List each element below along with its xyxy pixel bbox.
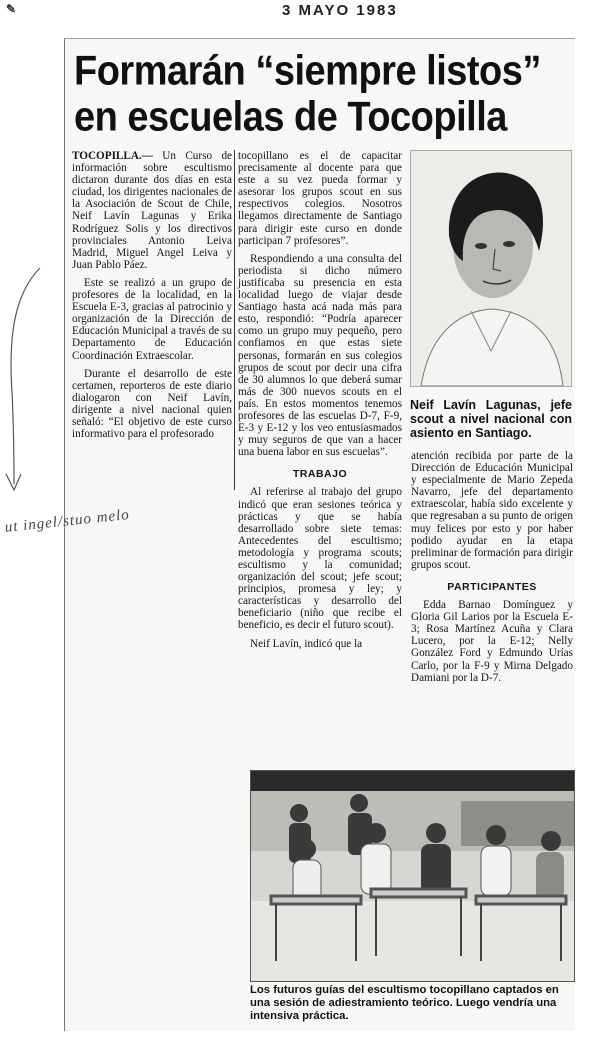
man-portrait-icon <box>411 151 571 386</box>
article-column-2 <box>238 150 402 656</box>
paragraph-6: Al referirse al trabajo del grupo indicó que eran sesiones teórica y prácticas y que se había desarrollado sobre siete temas: Antecedentes del escultismo; metodología y programa scouts; escultismo y la comunidad; organización del scout; jefe scout; principios, promesa y ley; y características y desarrollo del beneficiario (niño que recibe el beneficio, es decir el futuro scout). <box>238 486 402 632</box>
handwritten-note: ut ingel/stuo melo <box>4 506 131 536</box>
article-column-3 <box>411 450 573 690</box>
margin-arrow-icon <box>2 262 42 497</box>
paragraph-3: Durante el desarrollo de este certamen, reporteros de este diario dialogaron con Neif Lavín, dirigente a nivel nacional quien señaló: “El objetivo de este curso informativo para el profesorado <box>72 367 232 441</box>
article-column-1 <box>72 150 232 446</box>
portrait-photo <box>410 150 572 387</box>
paragraph-9: Edda Barnao Domínguez y Gloria Gil Larios por la Escuela E-3; Rosa Martínez Acuña y Clara Lucero, por la E-12; Nelly González Ford y Edmundo Urías Carlo, por la F-9 y Mirna Delgado Damiani por la D-7. <box>411 599 573 684</box>
group-photo <box>250 770 575 982</box>
corner-mark: ✎ <box>6 2 17 16</box>
column-divider <box>234 150 235 490</box>
portrait-caption: Neif Lavín Lagunas, jefe scout a nivel nacional con asiento en Santiago. <box>410 398 572 440</box>
dateline: TOCOPILLA.— <box>72 150 153 162</box>
paragraph-5: Respondiendo a una consulta del periodista si dicho número justificaba su presencia en esta localidad luego de viajar desde Santiago hasta acá nada más para esto, respondió: “Podría aparecer como un grupo muy pequeño, pero confiamos en que estas siete personas, formarán en sus colegios grupos de scout por decir una cifra de 30 alumnos lo que deberá sumar más de 300 nuevos scouts en el país. En estos momentos tenemos profesores de las escuelas D-7, F-9, E-3 y E-12 y los veo entusiasmados y muy seguros de que van a hacer una buena labor en sus escuelas”. <box>238 252 402 459</box>
subhead-participantes: PARTICIPANTES <box>447 580 537 593</box>
photo-caption: Los futuros guías del escultismo tocopillano captados en una sesión de adiestramiento teórico. Luego vendría una intensiva práctica. <box>250 984 559 1022</box>
paragraph-1 <box>72 150 232 271</box>
subhead-trabajo: TRABAJO <box>292 468 348 481</box>
paragraph-4: tocopillano es el de capacitar precisamente al docente para que este a su vez pueda formar y asesorar los grupos scout en sus respectivos colegios. Nosotros llegamos directamente de Santiago para dirigir este curso en donde participan 7 profesores”. <box>238 150 402 247</box>
headline: Formarán “siempre listos” en escuelas de Tocopilla <box>74 48 541 141</box>
paragraph-7: Neif Lavín, indicó que la <box>250 637 363 650</box>
date-stamp: 3 MAYO 1983 <box>282 2 398 19</box>
classroom-group-icon <box>251 771 574 981</box>
paragraph-8: atención recibida por parte de la Dirección de Educación Municipal y especialmente de Mario Zepeda Navarro, jefe del departamento extraescolar, había sido excelente y que regresaban a su punto de origen muy felices por esto y por haber podido ayudar en la etapa preliminar de formación para dirigir grupos scout. <box>411 450 573 571</box>
paragraph-2: Este se realizó a un grupo de profesores de la localidad, en la Escuela E-3, gracias al patrocinio y organización de la Dirección de Educación Municipal a través de su Departamento de Educación Coordinación Extraescolar. <box>72 276 232 362</box>
paragraph-1-text: Un Curso de información sobre escultismo dictaron durante dos días en esta ciudad, los dirigentes nacionales de la Asociación de Scout de Chile, Neif Lavín Lagunas y Erika Rodríguez Solis y los directivos provinciales Antonio Leiva Madrid, Miguel Angel Leiva y Juan Pablo Páez. <box>72 150 232 271</box>
